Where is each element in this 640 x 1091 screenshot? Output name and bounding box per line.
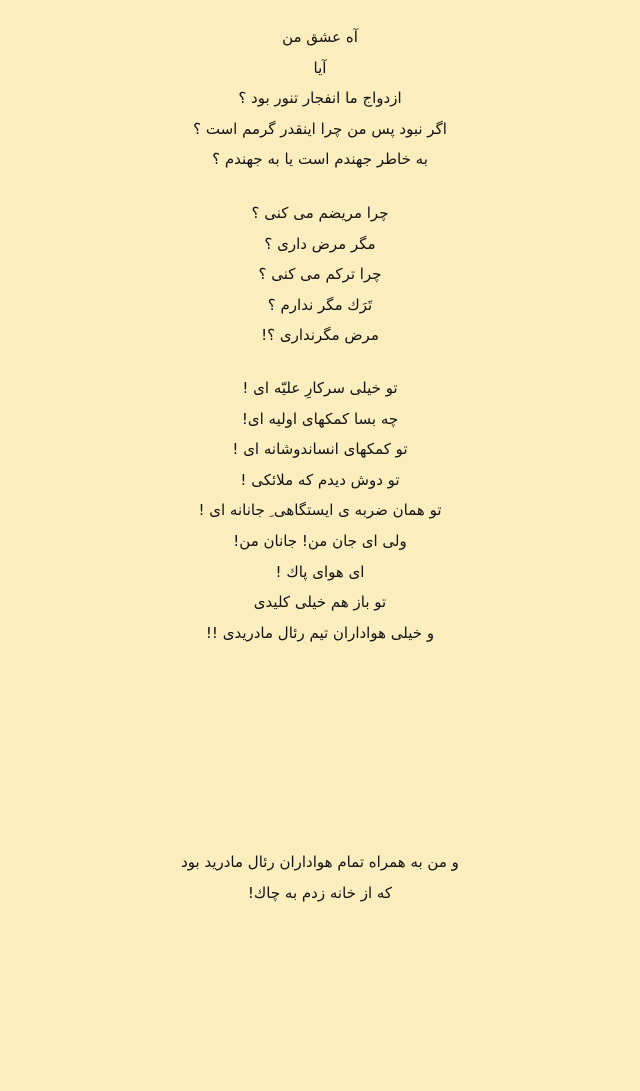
poem-stanza-2 — [0, 198, 640, 351]
poem-line: چرا مریضم می کنی ؟ — [251, 204, 389, 222]
poem-line: آه عشق من — [282, 28, 358, 46]
poem-line: ازدواج ما انفجار تنور بود ؟ — [238, 89, 402, 108]
poem-line: تو دوش دیدم که ملائکی ! — [240, 470, 400, 489]
poem-line: چرا ترکم می کنی ؟ — [258, 265, 382, 284]
poem-line: که از خانه زدم به چاك! — [247, 883, 393, 902]
poem-line: تو کمکهای انساندوشانه ای ! — [232, 440, 408, 459]
poem-line: تو همان ضربه ی ایستگاهی ِ جانانه ای ! — [198, 501, 442, 520]
poem-stanza-4 — [0, 847, 640, 908]
poem-line: و خیلی هواداران تیم رئال مادریدی !! — [205, 623, 435, 642]
poem-line: چه بسا کمکهای اولیه ای! — [241, 409, 399, 428]
poem-line: تو خیلی سرکارِ علیّه ای ! — [242, 379, 398, 397]
poem-stanza-1 — [0, 22, 640, 175]
poem-line: اگر نبود پس من چرا اینقدر گرمم است ؟ — [193, 119, 447, 138]
poem-line: به خاطر جهندم است یا به جهندم ؟ — [212, 150, 428, 169]
poem-line: تَرَك مگر ندارم ؟ — [267, 295, 373, 314]
poem-line: آیا — [313, 58, 327, 77]
poem-line: مرض مگرنداری ؟! — [261, 326, 379, 345]
poem-stanza-3 — [0, 373, 640, 648]
poem-line: و من به همراه تمام هواداران رئال مادرید بود — [181, 853, 459, 871]
poem-line: ای هوای پاك ! — [275, 562, 365, 581]
poem-line: مگر مرض داری ؟ — [264, 234, 376, 253]
poem-line: ولی ای جان من! جانان من! — [233, 531, 407, 550]
poem-line: تو باز هم خیلی کلیدی — [253, 593, 387, 612]
